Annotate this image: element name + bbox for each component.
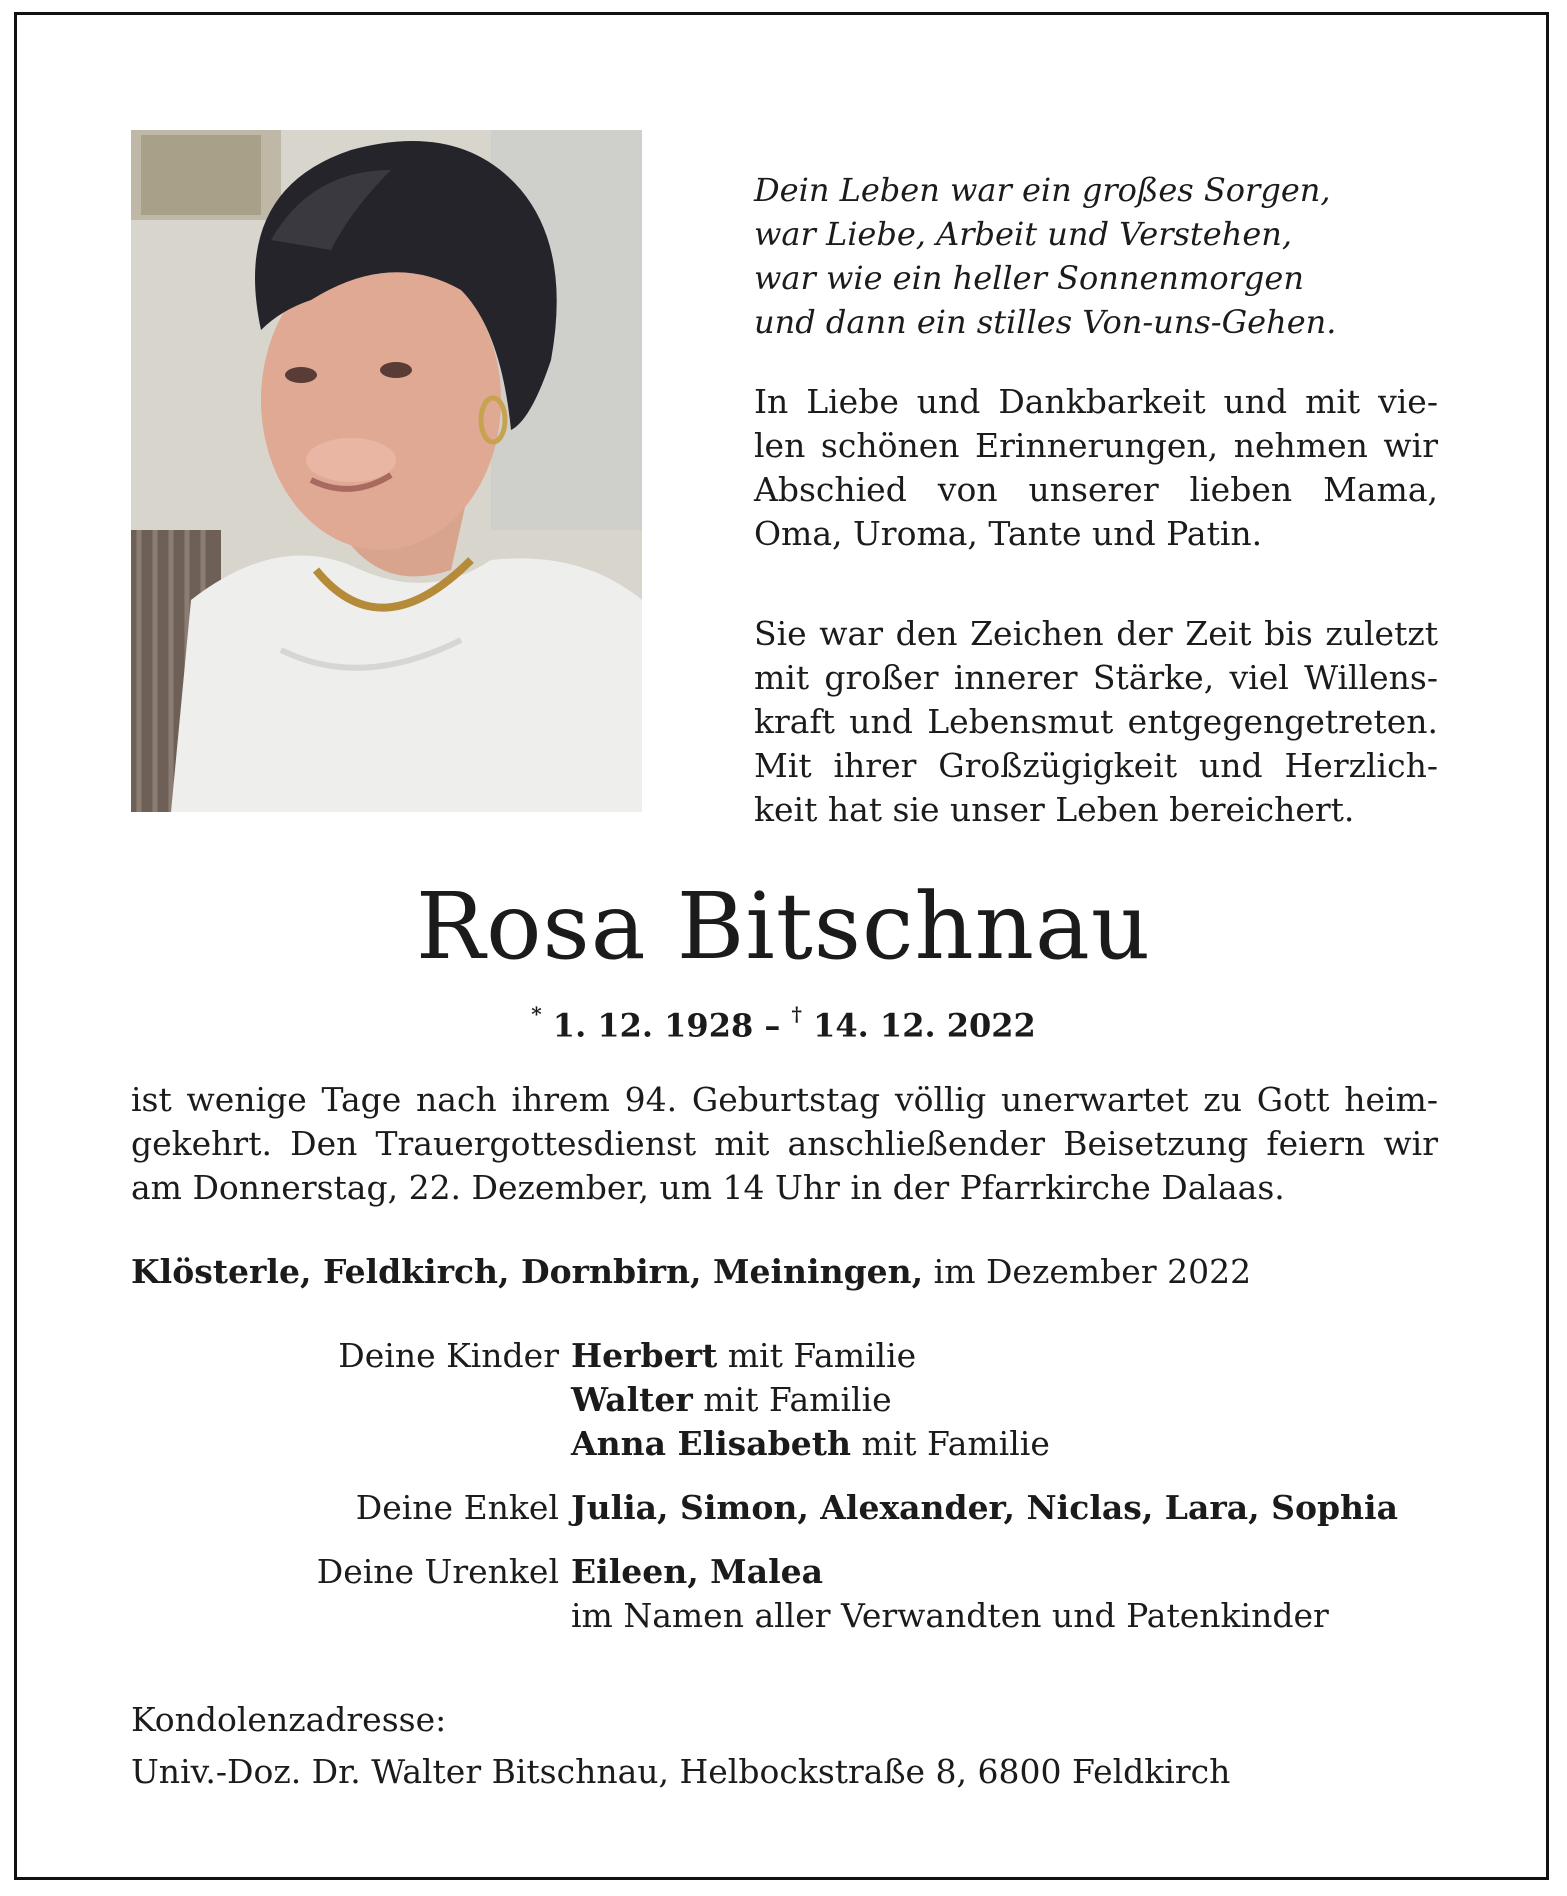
child-entry — [571, 1422, 1050, 1466]
death-date: 14. 12. 2022 — [813, 1006, 1036, 1045]
condolence-address: Univ.-Doz. Dr. Walter Bitschnau, Helbockstraße 8, 6800 Feldkirch — [131, 1752, 1231, 1791]
poem-line: und dann ein stilles Von-uns-Gehen. — [754, 303, 1337, 341]
family-list — [131, 1334, 1438, 1638]
child-suffix: mit Familie — [861, 1424, 1050, 1463]
poem-line: Dein Leben war ein großes Sorgen, — [754, 171, 1331, 209]
announcement-text: ist wenige Tage nach ihrem 94. Geburtstag völlig unerwartet zu Gott heim-gekehrt. Den Trauergottesdienst mit anschließender Beisetzung feiern wir am Donnerstag, 22. Dezember, um 14 Uhr in der Pfarrkirche Dalaas. — [131, 1080, 1438, 1207]
tribute-paragraph: Sie war den Zeichen der Zeit bis zuletzt mit großer innerer Stärke, viel Willens-kraft und Lebensmut entgegengetreten. Mit ihrer Großzügigkeit und Herzlich-keit hat sie unser Leben bereichert. — [754, 614, 1438, 829]
poem-line: war Liebe, Arbeit und Verstehen, — [754, 215, 1293, 253]
farewell-paragraph: In Liebe und Dankbarkeit und mit vie-len schönen Erinnerungen, nehmen wir Abschied von unserer lieben Mama, Oma, Uroma, Tante und Patin. — [754, 382, 1438, 553]
child-suffix: mit Familie — [727, 1336, 917, 1375]
family-row-enkel — [131, 1486, 1438, 1530]
portrait-image — [131, 130, 642, 812]
date-separator: – — [764, 1006, 781, 1045]
places-date: im Dezember 2022 — [933, 1252, 1252, 1291]
enkel-names: Julia, Simon, Alexander, Niclas, Lara, Sophia — [571, 1488, 1398, 1527]
portrait-photo — [131, 130, 642, 812]
kinder-label: Deine Kinder — [338, 1336, 559, 1375]
enkel-label: Deine Enkel — [355, 1488, 559, 1527]
child-name: Herbert — [571, 1336, 718, 1375]
birth-date: 1. 12. 1928 — [552, 1006, 754, 1045]
family-row-kinder — [131, 1334, 1438, 1466]
condolence-label: Kondolenzadresse: — [131, 1700, 447, 1739]
places-line — [131, 1250, 1438, 1294]
family-row-urenkel — [131, 1550, 1438, 1638]
child-name: Walter — [571, 1380, 693, 1419]
child-name: Anna Elisabeth — [571, 1424, 851, 1463]
poem — [754, 168, 1438, 344]
closing-line: im Namen aller Verwandten und Patenkinder — [571, 1596, 1329, 1635]
urenkel-label: Deine Urenkel — [316, 1552, 559, 1591]
child-entry — [571, 1378, 1050, 1422]
child-suffix: mit Familie — [703, 1380, 892, 1419]
death-symbol: † — [791, 1002, 802, 1026]
child-entry — [571, 1334, 1050, 1378]
poem-line: war wie ein heller Sonnenmorgen — [754, 259, 1304, 297]
places-towns: Klösterle, Feldkirch, Dornbirn, Meiningen, — [131, 1252, 924, 1291]
birth-symbol: * — [531, 1002, 542, 1026]
urenkel-names: Eileen, Malea — [571, 1552, 824, 1591]
life-dates — [0, 996, 1567, 1048]
deceased-name: Rosa Bitschnau — [415, 873, 1152, 980]
